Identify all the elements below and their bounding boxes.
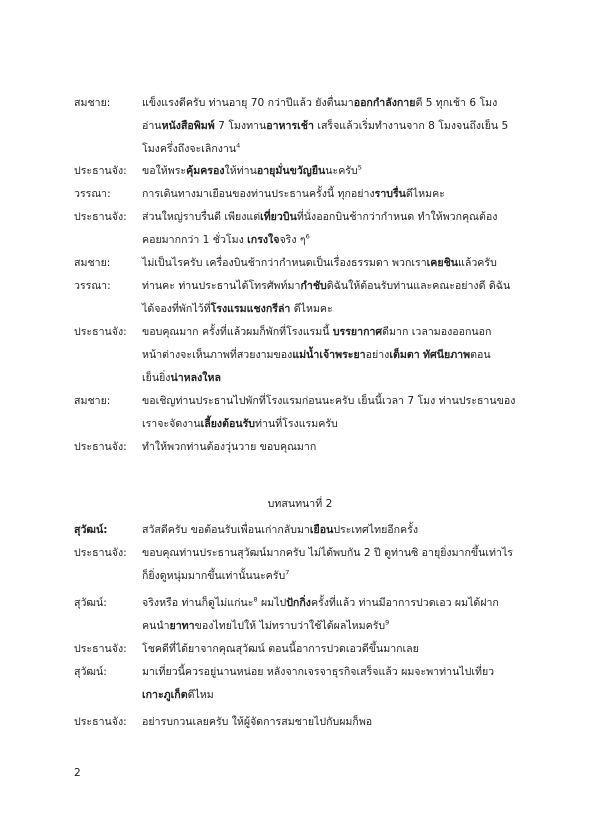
text-segment: นะครับ	[325, 165, 358, 177]
bold-term: ราบรื่น	[374, 188, 406, 200]
dialogue-text	[142, 210, 497, 224]
bold-term: โรงแรมแชงกรีล่า	[210, 303, 291, 315]
text-segment: ไม่เป็นไรครับ เครื่องบินช้ากว่ากำหนดเป็นเรื่องธรรมดา พวกเรา	[142, 257, 427, 269]
text-segment: การเดินทางมาเยือนของท่านประธานครั้งนี้ ทุกอย่าง	[142, 188, 375, 200]
text-segment: มาเที่ยวนี้ควรอยู่นานหน่อย หลังจากเจรจาธุรกิจเสร็จแล้ว ผมจะพาท่านไปเที่ยว	[142, 666, 495, 678]
text-segment: แข็งแรงดีครับ ท่านอายุ 70 กว่าปีแล้ว ยังตื่นมา	[142, 97, 354, 109]
bold-term: อายุมั่นขวัญยืน	[256, 165, 326, 177]
speaker-label: สุวัฒน์:	[74, 666, 107, 678]
text-segment: แล้วครับ	[458, 257, 497, 269]
footnote-marker: 5	[357, 163, 362, 172]
speaker-label: สมชาย:	[74, 97, 111, 109]
text-segment: ท่านคะ ท่านประธานได้โทรศัพท์มา	[142, 280, 301, 292]
bold-term: ทัศนียภาพ	[423, 349, 471, 361]
bold-term: เลี้ยงต้อนรับ	[200, 418, 256, 430]
text-segment: โชคดีที่ได้ยาจากคุณสุวัฒน์ ตอนนี้อาการปวดเอวดีขึ้นมากเลย	[142, 643, 419, 655]
dialogue-text	[142, 596, 499, 610]
dialogue-text	[142, 256, 497, 270]
dialogue-text	[142, 371, 221, 385]
text-segment: สวัสดีครับ ขอต้อนรับเพื่อนเก่ากลับมา	[142, 524, 310, 536]
text-segment: ก็ยิ่งดูหนุ่มมากขึ้นเท่านั้นนะครับ	[142, 570, 286, 582]
dialogue-text	[142, 665, 494, 679]
bold-term: เคยชิน	[426, 257, 459, 269]
text-segment: ตี 5 ทุกเช้า 6 โมง	[415, 97, 498, 109]
text-segment: ดีไหม	[187, 689, 214, 701]
dialogue-text	[142, 325, 491, 339]
text-segment: โมงครึ่งถึงจะเลิกงาน	[142, 143, 237, 155]
text-segment: ให้ท่าน	[224, 165, 257, 177]
speaker-label: สมชาย:	[74, 257, 111, 269]
footnote-marker: 6	[305, 232, 310, 241]
text-segment: 7 โมงทาน	[214, 120, 267, 132]
text-segment: จริงหรือ ท่านก็ดูไม่แก่นะ	[142, 597, 254, 609]
bold-term: คุ้มครอง	[186, 165, 225, 177]
footnote-marker: 4	[236, 141, 241, 150]
dialogue-text	[142, 546, 513, 560]
bold-term: บรรยากาศ	[332, 326, 383, 338]
text-segment: ครั้งที่แล้ว ท่านมีอาการปวดเอว ผมได้ฝาก	[310, 597, 499, 609]
bold-term: เต็มตา	[389, 349, 420, 361]
text-segment: เสร็จแล้วเริ่มทำงานจาก 8 โมงจนถึงเย็น 5	[313, 120, 509, 132]
text-segment: หน้าต่างจะเห็นภาพที่สวยงามของ	[142, 349, 293, 361]
bold-term: ออกกำลังกาย	[353, 97, 416, 109]
bold-term: กำชับ	[300, 280, 327, 292]
dialogue-text	[142, 417, 338, 431]
text-segment: ได้จองที่พักไว้ที่	[142, 303, 211, 315]
bold-term: อาหารเช้า	[266, 120, 314, 132]
page-number: 2	[74, 767, 81, 779]
dialogue-text	[142, 302, 333, 316]
dialogue-text	[142, 233, 310, 247]
dialogue-text	[142, 619, 389, 633]
dialogue-text	[142, 569, 289, 583]
text-segment: ประเทศไทยอีกครั้ง	[333, 524, 419, 536]
speaker-label: ประธานจัง:	[74, 165, 127, 177]
bold-term: เกรงใจ	[247, 234, 280, 246]
text-segment: ขอเชิญท่านประธานไปพักที่โรงแรมก่อนนะครับ เย็นนี้เวลา 7 โมง ท่านประธานของ	[142, 395, 516, 407]
text-segment: ผมไป	[257, 597, 287, 609]
footnote-marker: 8	[253, 595, 258, 604]
dialogue-text	[142, 119, 508, 133]
dialogue-text	[142, 642, 419, 656]
text-segment: ดีมาก เวลามองออกนอก	[382, 326, 492, 338]
text-segment: ทำให้พวกท่านต้องวุ่นวาย ขอบคุณมาก	[142, 441, 317, 453]
footnote-marker: 9	[385, 618, 390, 627]
speaker-label: ประธานจัง:	[74, 441, 127, 453]
bold-term: หนังสือพิมพ์	[161, 120, 215, 132]
dialogue-text	[142, 348, 491, 362]
dialogue-text	[142, 187, 445, 201]
bold-term: แม่น้ำเจ้าพระยา	[292, 349, 366, 361]
text-segment: อย่ารบกวนเลยครับ ให้ผู้จัดการสมชายไปกับผมก็พอ	[142, 716, 373, 728]
bold-term: ยาทา	[169, 620, 195, 632]
speaker-label: ประธานจัง:	[74, 547, 127, 559]
text-segment: ท่านที่โรงแรมครับ	[255, 418, 338, 430]
dialogue-text	[142, 715, 372, 729]
speaker-label: สุวัฒน์:	[74, 597, 107, 609]
footnote-marker: 7	[285, 568, 290, 577]
text-segment: ดีไหมคะ	[405, 188, 445, 200]
dialogue-text	[142, 440, 316, 454]
text-segment: ขอบคุณมาก ครั้งที่แล้วผมก็พักที่โรงแรมนี้	[142, 326, 333, 338]
dialogue-text	[142, 142, 240, 156]
text-segment: ที่นั่งออกบินช้ากว่ากำหนด ทำให้พวกคุณต้อง	[296, 211, 498, 223]
dialogue-text	[142, 279, 510, 293]
bold-term: เที่ยวบิน	[260, 211, 297, 223]
dialogue-text	[142, 96, 497, 110]
speaker-label: สมชาย:	[74, 395, 111, 407]
speaker-label: ประธานจัง:	[74, 326, 127, 338]
text-segment: ดิฉันให้ต้อนรับท่านและคณะอย่างดี ดิฉัน	[326, 280, 511, 292]
speaker-label: ประธานจัง:	[74, 211, 127, 223]
text-segment: ส่วนใหญ่ราบรื่นดี เพียงแต่	[142, 211, 261, 223]
bold-term: น่าหลงใหล	[170, 372, 221, 384]
text-segment: เราจะจัดงาน	[142, 418, 201, 430]
text-segment: ขอบคุณท่านประธานสุวัฒน์มากครับ ไม่ได้พบกัน 2 ปี ดูท่านซิ อายุยิ่งมากขึ้นเท่าไร	[142, 547, 513, 559]
speaker-label: วรรณา:	[74, 188, 111, 200]
text-segment: ดีไหมคะ	[290, 303, 333, 315]
text-segment: ของไทยไปให้ ไม่ทราบว่าใช้ได้ผลไหมครับ	[194, 620, 386, 632]
dialogue-text	[142, 394, 515, 408]
text-segment: จริง ๆ	[279, 234, 306, 246]
bold-term: ปักกิ่ง	[286, 597, 311, 609]
text-segment: เย็นยิ่ง	[142, 372, 171, 384]
speaker-label: วรรณา:	[74, 280, 111, 292]
dialogue-text	[142, 523, 418, 537]
speaker-label: ประธานจัง:	[74, 643, 127, 655]
text-segment: คนนำ	[142, 620, 170, 632]
dialogue-text	[142, 688, 214, 702]
text-segment: ขอให้พระ	[142, 165, 187, 177]
bold-term: เยือน	[309, 524, 334, 536]
section-heading: บทสนทนาที่ 2	[267, 498, 333, 510]
text-segment: อย่าง	[365, 349, 390, 361]
dialogue-text	[142, 164, 362, 178]
text-segment: อ่าน	[142, 120, 162, 132]
speaker-label: ประธานจัง:	[74, 716, 127, 728]
speaker-label: สุวัฒน์:	[74, 524, 108, 536]
bold-term: เกาะภูเก็ต	[142, 689, 188, 701]
text-segment: คอยมากกว่า 1 ชั่วโมง	[142, 234, 248, 246]
text-segment: ตอน	[470, 349, 491, 361]
